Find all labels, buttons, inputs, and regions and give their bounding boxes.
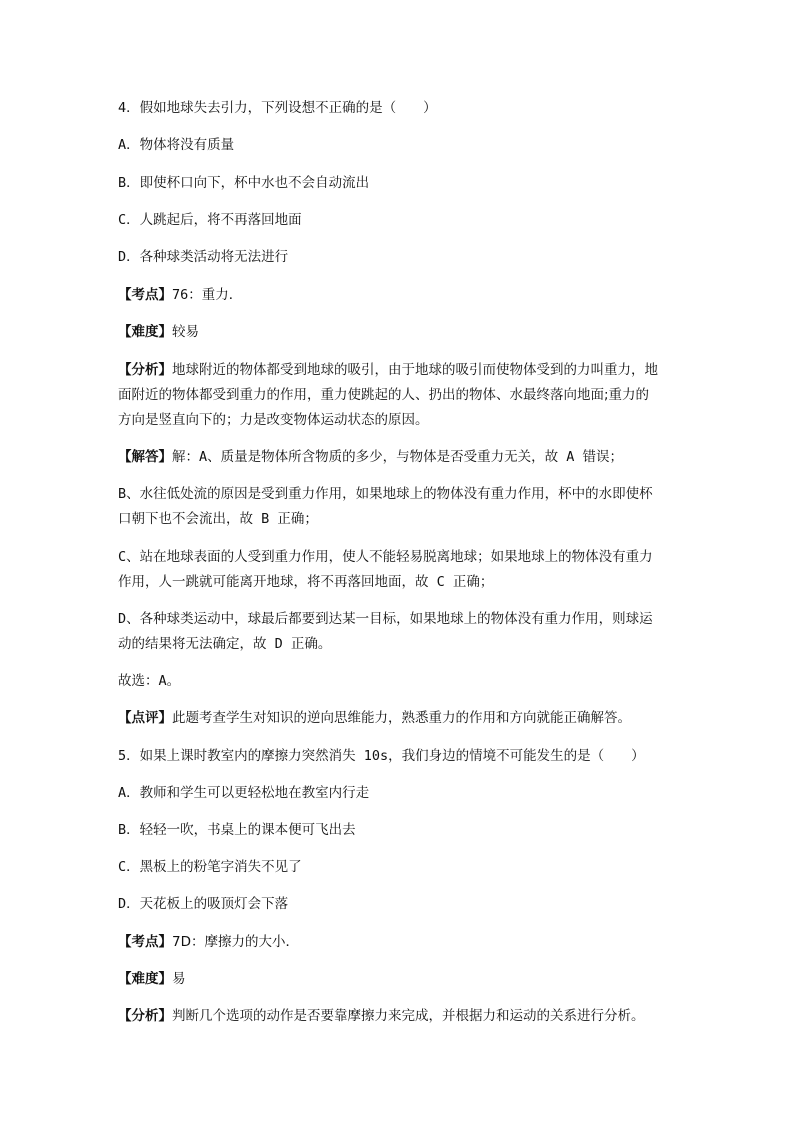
fenxi-label: 【分析】	[118, 1008, 172, 1024]
question-4-option-a: A．物体将没有质量	[118, 137, 235, 153]
question-4-option-d: D．各种球类活动将无法进行	[118, 249, 289, 265]
fenxi-value: 判断几个选项的动作是否要靠摩擦力来完成，并根据力和运动的关系进行分析。	[172, 1008, 645, 1024]
kaodian-value: 76：重力．	[172, 287, 243, 303]
jieda-line: 口朝下也不会流出，故 B 正确；	[118, 511, 318, 527]
question-4-kaodian	[118, 287, 242, 303]
jieda-line: 动的结果将无法确定，故 D 正确。	[118, 636, 332, 652]
question-5-option-c: C．黑板上的粉笔字消失不见了	[118, 859, 302, 875]
kaodian-label: 【考点】	[118, 287, 172, 303]
question-4-option-c: C．人跳起后，将不再落回地面	[118, 212, 302, 228]
jieda-line: 解：A、质量是物体所含物质的多少，与物体是否受重力无关，故 A 错误；	[172, 449, 624, 465]
nandu-value: 较易	[172, 324, 199, 340]
fenxi-label: 【分析】	[118, 362, 172, 378]
nandu-label: 【难度】	[118, 971, 172, 987]
jieda-label: 【解答】	[118, 449, 172, 465]
kaodian-label: 【考点】	[118, 934, 172, 950]
nandu-label: 【难度】	[118, 324, 172, 340]
jieda-line: D、各种球类运动中，球最后都要到达某一目标，如果地球上的物体没有重力作用，则球运	[118, 611, 653, 627]
question-4-jieda	[118, 449, 623, 465]
question-4-fenxi	[118, 362, 658, 378]
jieda-line: B、水往低处流的原因是受到重力作用，如果地球上的物体没有重力作用，杯中的水即使杯	[118, 486, 653, 502]
dianping-label: 【点评】	[118, 710, 172, 726]
kaodian-value: 7D：摩擦力的大小．	[172, 934, 299, 950]
question-4-stem: 4．假如地球失去引力，下列设想不正确的是（ ）	[118, 100, 437, 116]
question-5-option-d: D．天花板上的吸顶灯会下落	[118, 896, 289, 912]
jieda-line: C、站在地球表面的人受到重力作用，使人不能轻易脱离地球；如果地球上的物体没有重力	[118, 549, 653, 565]
dianping-value: 此题考查学生对知识的逆向思维能力，熟悉重力的作用和方向就能正确解答。	[172, 710, 631, 726]
question-5-kaodian	[118, 934, 299, 950]
question-5-stem: 5．如果上课时教室内的摩擦力突然消失 10s，我们身边的情境不可能发生的是（ ）	[118, 748, 645, 764]
question-5-option-b: B．轻轻一吹，书桌上的课本便可飞出去	[118, 822, 356, 838]
jieda-line: 作用，人一跳就可能离开地球，将不再落回地面，故 C 正确；	[118, 574, 494, 590]
fenxi-line: 面附近的物体都受到重力的作用，重力使跳起的人、扔出的物体、水最终落向地面;重力的	[118, 387, 650, 403]
question-4-nandu	[118, 324, 199, 340]
fenxi-line: 地球附近的物体都受到地球的吸引，由于地球的吸引而使物体受到的力叫重力，地	[172, 362, 658, 378]
question-4-answer: 故选：A。	[118, 673, 181, 689]
nandu-value: 易	[172, 971, 186, 987]
question-4-dianping	[118, 710, 631, 726]
question-5-nandu	[118, 971, 186, 987]
fenxi-line: 方向是竖直向下的；力是改变物体运动状态的原因。	[118, 412, 429, 428]
question-5-option-a: A．教师和学生可以更轻松地在教室内行走	[118, 785, 370, 801]
question-5-fenxi	[118, 1008, 645, 1024]
question-4-option-b: B．即使杯口向下，杯中水也不会自动流出	[118, 175, 370, 191]
